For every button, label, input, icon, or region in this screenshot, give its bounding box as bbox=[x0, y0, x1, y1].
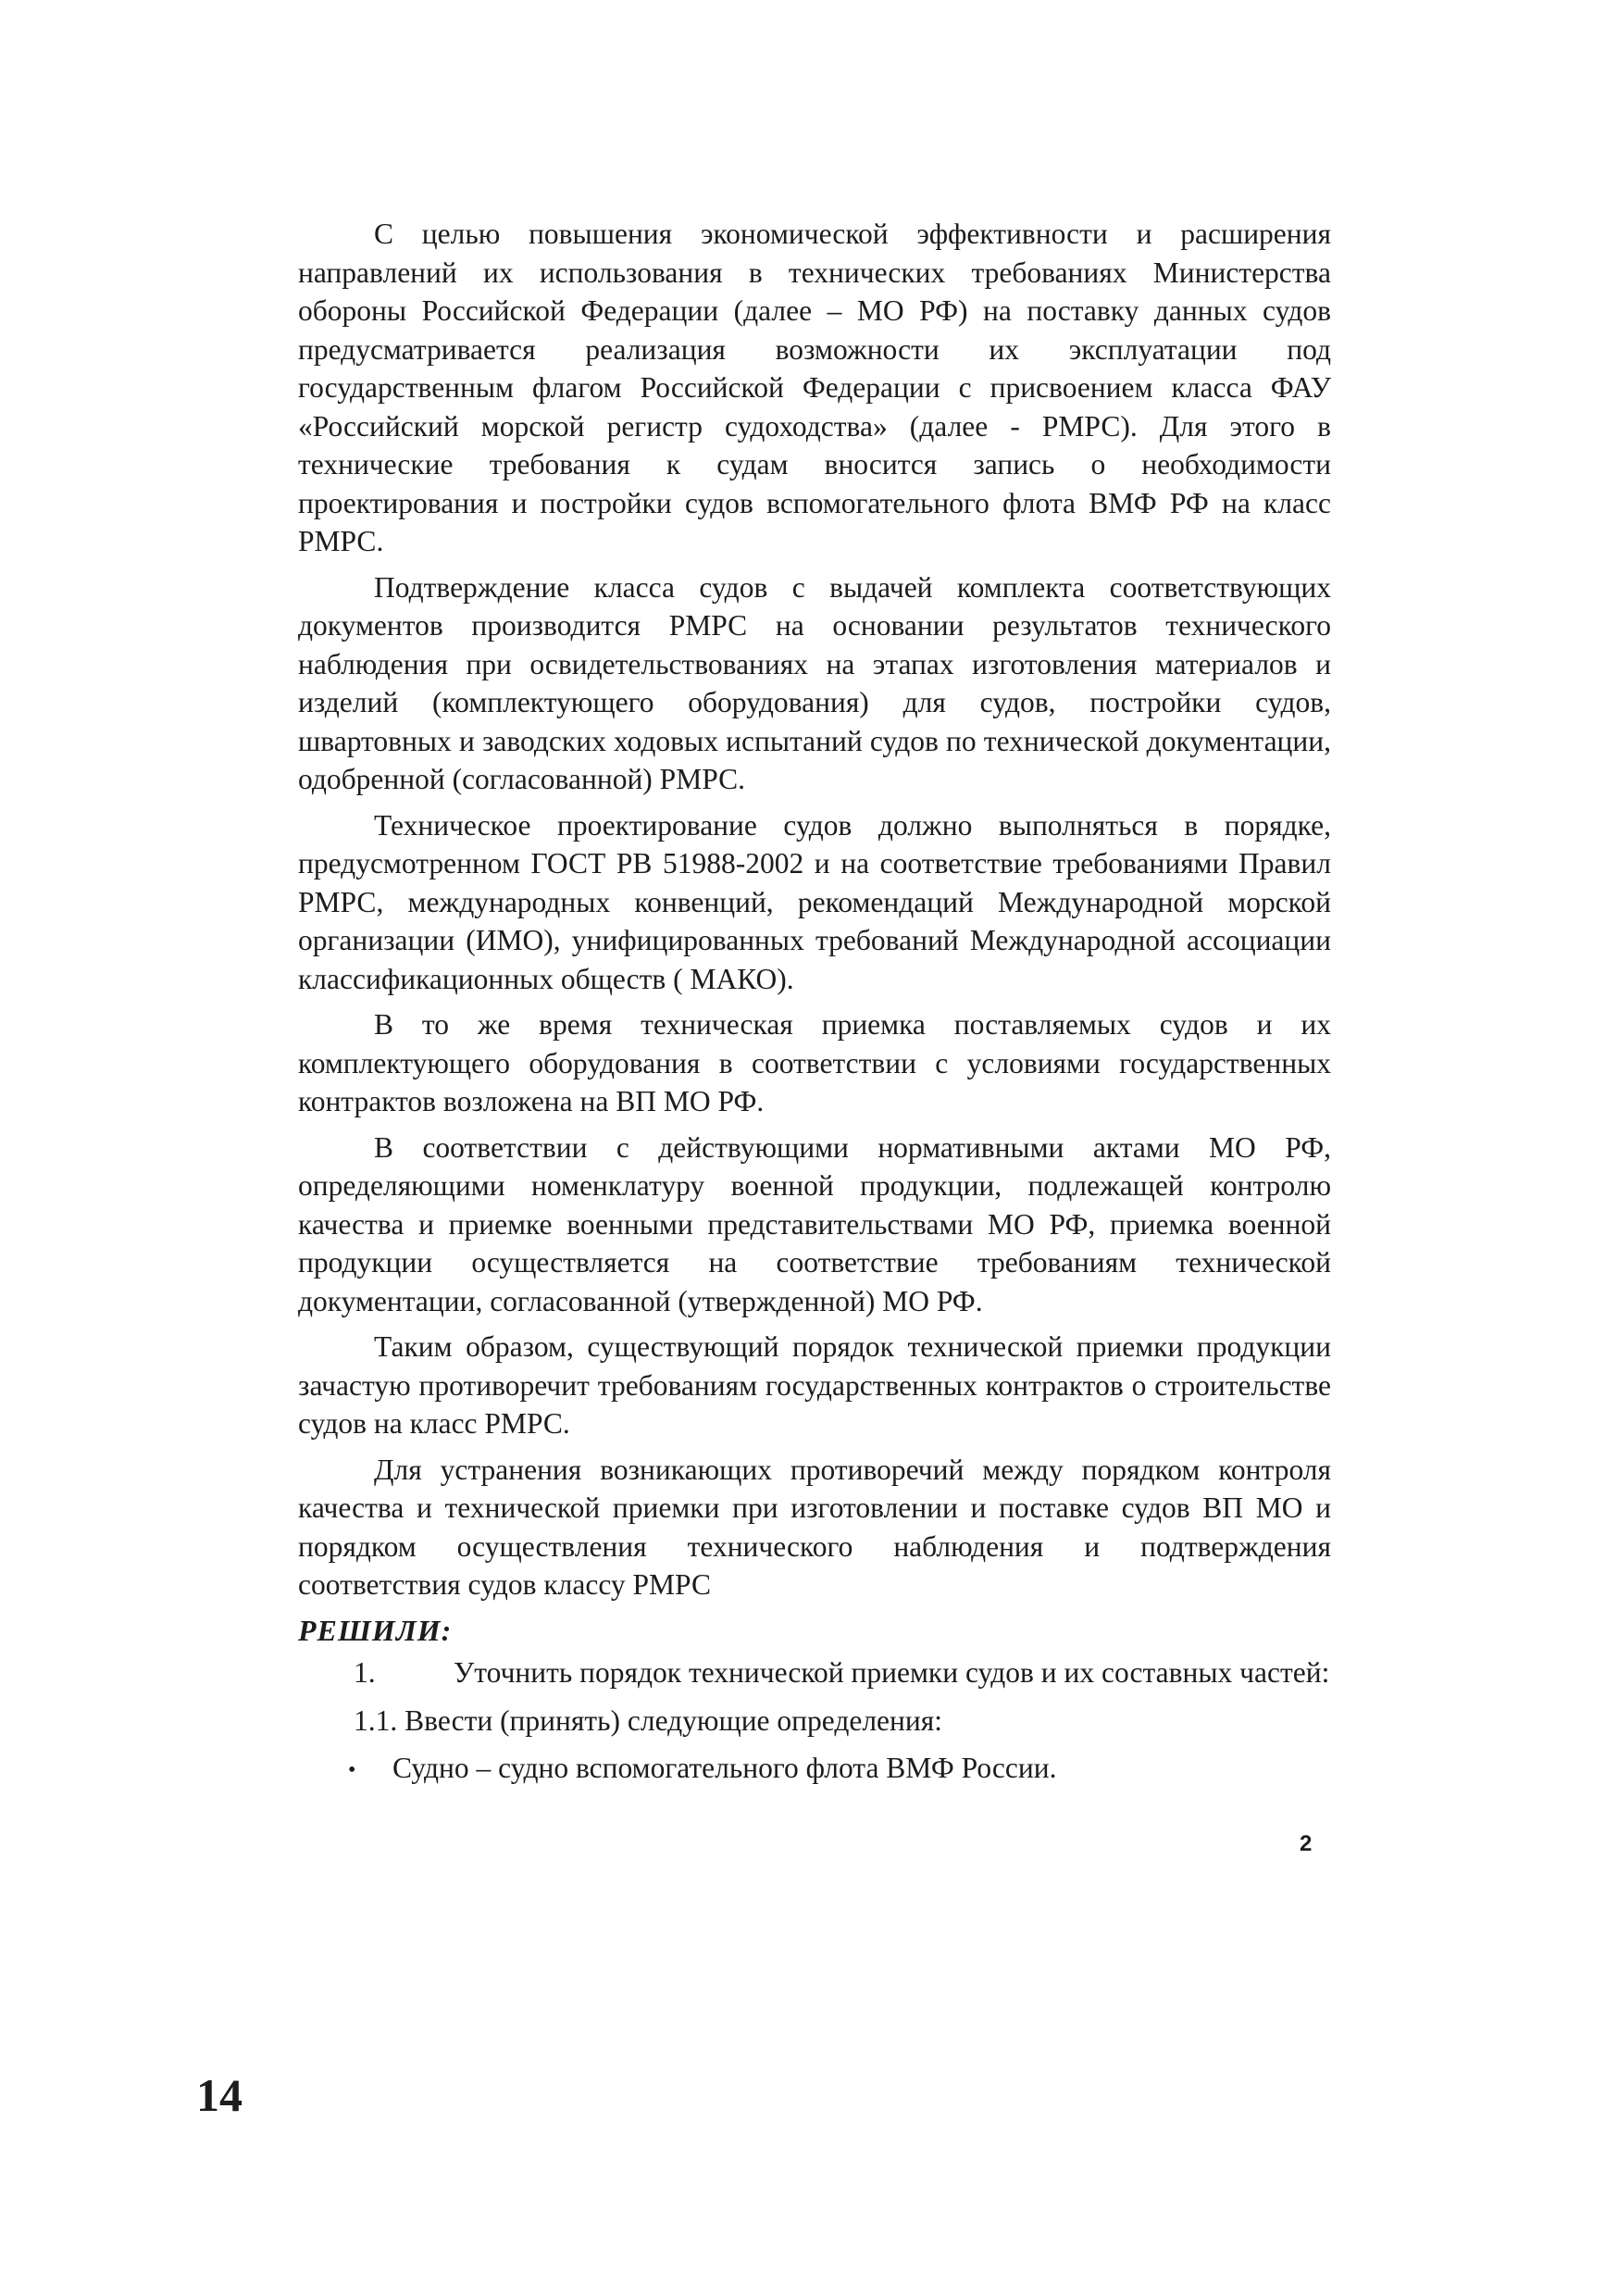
list-item-1-text: Уточнить порядок технической приемки судов и их составных частей: bbox=[454, 1656, 1330, 1689]
paragraph-1: С целью повышения экономической эффективности и расширения направлений их использования в технических требованиях Министерства обороны Российской Федерации (далее – МО РФ) на поставку данных судов предусматривается реализация возможности их эксплуатации под государственным флагом Российской Федерации с присвоением класса ФАУ «Российский морской регистр судоходства» (далее - РМРС). Для этого в технические требования к судам вносится запись о необходимости проектирования и постройки судов вспомогательного флота ВМФ РФ на класс РМРС. bbox=[298, 218, 1331, 557]
bullet-icon: • bbox=[348, 1758, 356, 1783]
paragraph-4: В то же время техническая приемка поставляемых судов и их комплектующего оборудования в соответствии с условиями государственных контрактов возложена на ВП МО РФ. bbox=[298, 1008, 1331, 1117]
paragraph-3: Техническое проектирование судов должно выполняться в порядке, предусмотренном ГОСТ РВ 51988-2002 и на соответствие требованиями Правил РМРС, международных конвенций, рекомендаций Международной морской организации (ИМО), унифицированных требований Международной ассоциации классификационных обществ ( МАКО). bbox=[298, 808, 1331, 995]
decision-heading: РЕШИЛИ: bbox=[298, 1613, 453, 1647]
document-body bbox=[298, 215, 1331, 1791]
list-item-1-number: 1. bbox=[354, 1656, 376, 1689]
outer-page-number: 14 bbox=[196, 2069, 243, 2121]
paragraph-6: Таким образом, существующий порядок технической приемки продукции зачастую противоречит требованиям государственных контрактов о строительстве судов на класс РМРС. bbox=[298, 1330, 1331, 1440]
paragraph-5: В соответствии с действующими нормативными актами МО РФ, определяющими номенклатуру военной продукции, подлежащей контролю качества и приемке военными представительствами МО РФ, приемка военной продукции осуществляется на соответствие требованиям технической документации, согласованной (утвержденной) МО РФ. bbox=[298, 1130, 1331, 1317]
paragraph-7: Для устранения возникающих противоречий между порядком контроля качества и технической приемки при изготовлении и поставке судов ВП МО и порядком осуществления технического наблюдения и подтверждения соответствия судов классу РМРС bbox=[298, 1453, 1331, 1601]
list-item-1 bbox=[354, 1653, 1331, 1692]
inner-page-number: 2 bbox=[1300, 1831, 1313, 1856]
bullet-item bbox=[348, 1749, 1331, 1791]
paragraph-2: Подтверждение класса судов с выдачей комплекта соответствующих документов производится РМРС на основании результатов технического наблюдения при освидетельствованиях на этапах изготовления материалов и изделий (комплектующего оборудования) для судов, постройки судов, швартовных и заводских ходовых испытаний судов по технической документации, одобренной (согласованной) РМРС. bbox=[298, 570, 1331, 795]
bullet-item-text: Судно – судно вспомогательного флота ВМФ России. bbox=[392, 1752, 1057, 1784]
sub-item-1-1: 1.1. Ввести (принять) следующие определения: bbox=[354, 1703, 942, 1737]
